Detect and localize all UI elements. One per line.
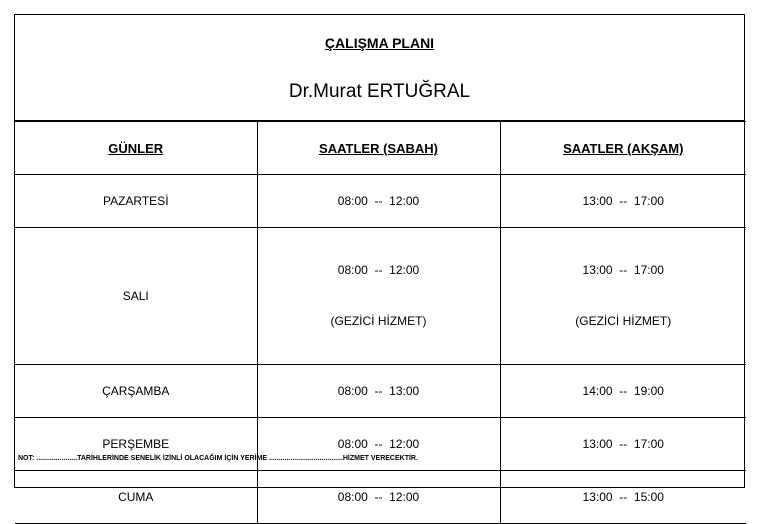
column-header-morning: SAATLER (SABAH)	[257, 122, 500, 175]
table-row	[15, 228, 746, 365]
day-cell: CUMA	[15, 471, 257, 524]
schedule-sheet	[14, 14, 745, 504]
day-cell: PAZARTESİ	[15, 175, 257, 228]
page-title: ÇALIŞMA PLANI	[324, 35, 435, 51]
column-header-days: GÜNLER	[15, 122, 257, 175]
evening-hours-cell: 13:00 -- 15:00	[500, 471, 746, 524]
schedule-header	[15, 15, 744, 121]
table-header-row	[15, 122, 746, 175]
day-cell: PERŞEMBE	[15, 418, 257, 471]
table-row	[15, 418, 746, 471]
column-header-evening: SAATLER (AKŞAM)	[500, 122, 746, 175]
evening-note: (GEZİCİ HİZMET)	[575, 314, 672, 328]
footer-note: NOT: .....................TARİHLERİNDE SENELİK İZİNLİ OLACAĞIM İÇİN YERİME ......................................HİZMET VERECEKTİR.	[18, 455, 418, 462]
evening-hours-cell: 14:00 -- 19:00	[500, 365, 746, 418]
morning-note: (GEZİCİ HİZMET)	[330, 314, 427, 328]
doctor-name: Dr.Murat ERTUĞRAL	[288, 81, 471, 102]
day-cell: ÇARŞAMBA	[15, 365, 257, 418]
table-row	[15, 365, 746, 418]
day-cell: SALI	[15, 228, 257, 365]
morning-hours: 08:00 -- 12:00	[337, 263, 420, 277]
table-row	[15, 175, 746, 228]
evening-hours-cell	[500, 228, 746, 365]
evening-hours-cell: 13:00 -- 17:00	[500, 175, 746, 228]
morning-hours-cell: 08:00 -- 13:00	[257, 365, 500, 418]
schedule-table	[15, 121, 746, 524]
morning-hours-cell: 08:00 -- 12:00	[257, 471, 500, 524]
morning-hours-cell	[257, 228, 500, 365]
evening-hours-cell: 13:00 -- 17:00	[500, 418, 746, 471]
morning-hours-cell: 08:00 -- 12:00	[257, 175, 500, 228]
table-row	[15, 471, 746, 524]
morning-hours-cell: 08:00 -- 12:00	[257, 418, 500, 471]
evening-hours: 13:00 -- 17:00	[582, 263, 664, 277]
